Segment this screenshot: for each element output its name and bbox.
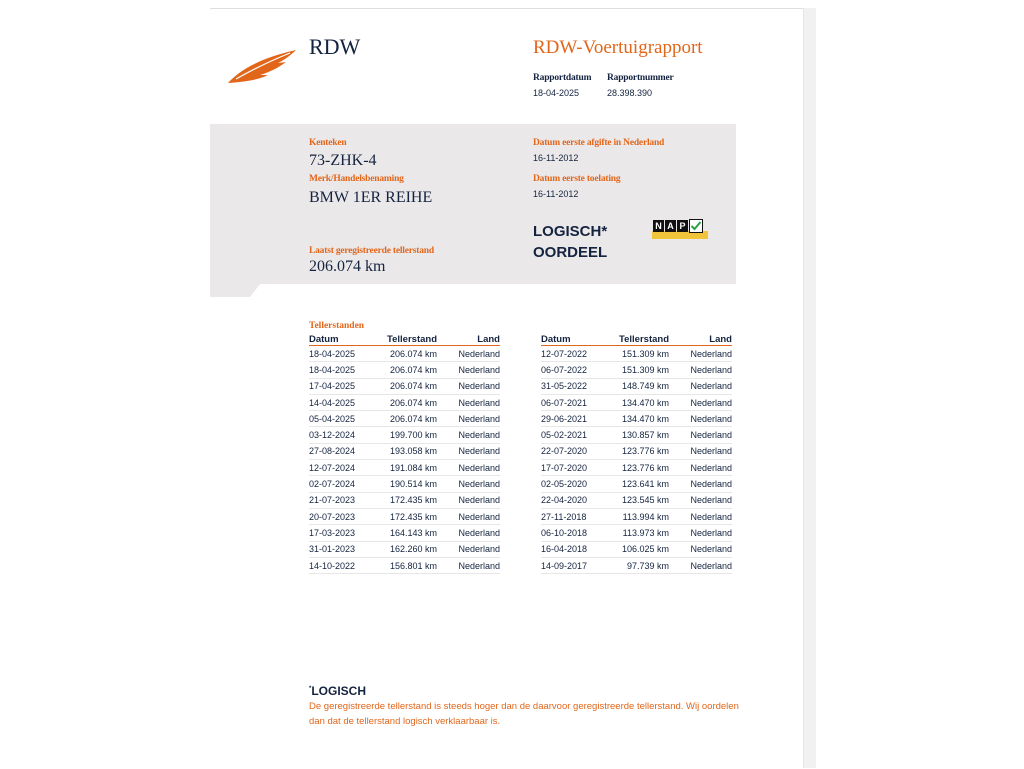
table-row — [541, 443, 732, 459]
reading-country: Nederland — [669, 557, 732, 573]
reading-date: 05-02-2021 — [541, 427, 619, 443]
reading-value: 123.641 km — [619, 476, 669, 492]
scrollbar-track[interactable] — [803, 8, 816, 768]
reading-value: 172.435 km — [387, 492, 437, 508]
first-issue-nl-value: 16-11-2012 — [533, 153, 579, 163]
reading-value: 172.435 km — [387, 508, 437, 524]
nap-logo — [652, 219, 708, 241]
first-issue-nl-label: Datum eerste afgifte in Nederland — [533, 138, 665, 148]
reading-date: 21-07-2023 — [309, 492, 387, 508]
col-header-reading: Tellerstand — [387, 334, 437, 345]
reading-country: Nederland — [669, 492, 732, 508]
reading-value: 134.470 km — [619, 411, 669, 427]
reading-country: Nederland — [437, 508, 500, 524]
table-row — [541, 508, 732, 524]
reading-date: 18-04-2025 — [309, 362, 387, 378]
table-row — [541, 492, 732, 508]
footnote-title-text: LOGISCH — [311, 684, 367, 698]
reading-country: Nederland — [669, 541, 732, 557]
reading-country: Nederland — [669, 508, 732, 524]
reading-value: 206.074 km — [387, 394, 437, 410]
reading-date: 17-07-2020 — [541, 460, 619, 476]
reading-date: 27-08-2024 — [309, 443, 387, 459]
reading-country: Nederland — [437, 443, 500, 459]
col-header-date: Datum — [309, 334, 387, 346]
table-row — [309, 394, 500, 410]
reading-value: 206.074 km — [387, 411, 437, 427]
reading-country: Nederland — [669, 427, 732, 443]
reading-value: 206.074 km — [387, 346, 437, 362]
table-row — [541, 541, 732, 557]
reading-country: Nederland — [437, 492, 500, 508]
rdw-logo — [226, 46, 298, 86]
report-title: RDW-Voertuigrapport — [533, 37, 703, 58]
table-row — [309, 443, 500, 459]
reading-date: 17-04-2025 — [309, 378, 387, 394]
report-date-label: Rapportdatum — [533, 73, 592, 83]
reading-country: Nederland — [437, 525, 500, 541]
table-row — [309, 557, 500, 573]
reading-value: 106.025 km — [619, 541, 669, 557]
reading-date: 20-07-2023 — [309, 508, 387, 524]
reading-country: Nederland — [669, 362, 732, 378]
reading-country: Nederland — [669, 443, 732, 459]
reading-country: Nederland — [669, 460, 732, 476]
reading-date: 12-07-2024 — [309, 460, 387, 476]
reading-date: 17-03-2023 — [309, 525, 387, 541]
table-row — [541, 460, 732, 476]
plate-label: Kenteken — [309, 138, 347, 148]
plate-value: 73-ZHK-4 — [309, 152, 377, 169]
footnote-marker: * — [309, 686, 312, 692]
make-label: Merk/Handelsbenaming — [309, 174, 404, 184]
reading-value: 151.309 km — [619, 346, 669, 362]
report-number-label: Rapportnummer — [607, 73, 674, 83]
reading-date: 16-04-2018 — [541, 541, 619, 557]
col-header-reading: Tellerstand — [619, 334, 669, 345]
reading-date: 14-04-2025 — [309, 394, 387, 410]
reading-value: 162.260 km — [387, 541, 437, 557]
reading-date: 03-12-2024 — [309, 427, 387, 443]
reading-date: 12-07-2022 — [541, 346, 619, 362]
footnote-text: De geregistreerde tellerstand is steeds hoger dan de daarvoor geregistreerde tellerstand. Wij oordelen dan dat de tellerstand logisch verklaarbaar is. — [309, 701, 739, 727]
reading-date: 14-10-2022 — [309, 557, 387, 573]
nap-letter-p: P — [677, 220, 688, 232]
reading-value: 97.739 km — [619, 557, 669, 573]
reading-value: 156.801 km — [387, 557, 437, 573]
reading-country: Nederland — [437, 394, 500, 410]
nap-letter-n: N — [653, 220, 664, 232]
col-header-country: Land — [437, 334, 500, 346]
table-header-row — [309, 334, 500, 346]
reading-value: 151.309 km — [619, 362, 669, 378]
reading-value: 134.470 km — [619, 394, 669, 410]
brand-name: RDW — [309, 34, 361, 59]
readings-title: Tellerstanden — [309, 321, 365, 331]
reading-value: 113.994 km — [619, 508, 669, 524]
reading-value: 148.749 km — [619, 378, 669, 394]
reading-date: 02-07-2024 — [309, 476, 387, 492]
reading-country: Nederland — [669, 394, 732, 410]
table-row — [309, 508, 500, 524]
table-row — [541, 362, 732, 378]
first-admission-label: Datum eerste toelating — [533, 174, 621, 184]
vehicle-info-panel — [210, 124, 736, 284]
reading-date: 22-04-2020 — [541, 492, 619, 508]
reading-value: 130.857 km — [619, 427, 669, 443]
reading-date: 06-10-2018 — [541, 525, 619, 541]
table-row — [541, 525, 732, 541]
reading-value: 190.514 km — [387, 476, 437, 492]
reading-date: 29-06-2021 — [541, 411, 619, 427]
table-row — [309, 492, 500, 508]
reading-date: 14-09-2017 — [541, 557, 619, 573]
reading-value: 199.700 km — [387, 427, 437, 443]
reading-value: 191.084 km — [387, 460, 437, 476]
col-header-date: Datum — [541, 334, 619, 346]
reading-value: 206.074 km — [387, 378, 437, 394]
reading-country: Nederland — [669, 525, 732, 541]
reading-date: 22-07-2020 — [541, 443, 619, 459]
table-row — [541, 394, 732, 410]
verdict — [533, 221, 607, 263]
table-header-row — [541, 334, 732, 346]
reading-country: Nederland — [437, 460, 500, 476]
reading-country: Nederland — [437, 541, 500, 557]
table-row — [309, 378, 500, 394]
last-reading-label: Laatst geregistreerde tellerstand — [309, 246, 434, 256]
table-row — [309, 541, 500, 557]
col-header-country: Land — [669, 334, 732, 346]
first-admission-value: 16-11-2012 — [533, 189, 579, 199]
reading-country: Nederland — [437, 378, 500, 394]
reading-value: 123.545 km — [619, 492, 669, 508]
reading-country: Nederland — [437, 476, 500, 492]
reading-country: Nederland — [437, 411, 500, 427]
table-row — [309, 427, 500, 443]
table-row — [541, 476, 732, 492]
reading-date: 06-07-2021 — [541, 394, 619, 410]
table-row — [309, 411, 500, 427]
reading-date: 31-05-2022 — [541, 378, 619, 394]
table-row — [541, 346, 732, 362]
reading-date: 06-07-2022 — [541, 362, 619, 378]
table-row — [541, 557, 732, 573]
make-value: BMW 1ER REIHE — [309, 189, 433, 206]
footnote-title — [309, 684, 366, 698]
table-row — [309, 525, 500, 541]
reading-date: 18-04-2025 — [309, 346, 387, 362]
reading-country: Nederland — [669, 411, 732, 427]
reading-country: Nederland — [437, 346, 500, 362]
reading-country: Nederland — [437, 427, 500, 443]
reading-country: Nederland — [669, 476, 732, 492]
readings-table-right — [541, 334, 732, 574]
reading-value: 113.973 km — [619, 525, 669, 541]
reading-date: 02-05-2020 — [541, 476, 619, 492]
last-reading-value: 206.074 km — [309, 258, 386, 275]
reading-value: 164.143 km — [387, 525, 437, 541]
reading-value: 123.776 km — [619, 460, 669, 476]
reading-country: Nederland — [437, 557, 500, 573]
nap-letter-a: A — [665, 220, 676, 232]
checkmark-icon — [689, 219, 703, 233]
table-row — [309, 362, 500, 378]
table-row — [309, 476, 500, 492]
reading-date: 31-01-2023 — [309, 541, 387, 557]
verdict-line-1: LOGISCH* — [533, 223, 608, 240]
report-number: 28.398.390 — [607, 88, 653, 98]
reading-date: 05-04-2025 — [309, 411, 387, 427]
reading-value: 206.074 km — [387, 362, 437, 378]
table-row — [541, 427, 732, 443]
readings-table-left — [309, 334, 500, 574]
reading-date: 27-11-2018 — [541, 508, 619, 524]
report-date: 18-04-2025 — [533, 88, 580, 98]
table-row — [541, 378, 732, 394]
reading-country: Nederland — [669, 378, 732, 394]
table-row — [309, 460, 500, 476]
reading-country: Nederland — [669, 346, 732, 362]
verdict-line-2: OORDEEL — [533, 244, 608, 261]
reading-value: 123.776 km — [619, 443, 669, 459]
reading-country: Nederland — [437, 362, 500, 378]
reading-value: 193.058 km — [387, 443, 437, 459]
table-row — [309, 346, 500, 362]
table-row — [541, 411, 732, 427]
